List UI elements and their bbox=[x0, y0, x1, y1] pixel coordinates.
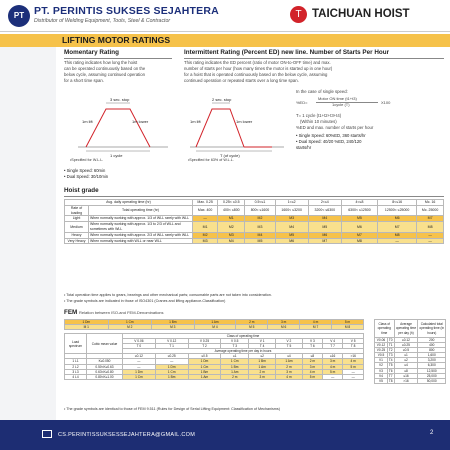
table-cell: ≤0.25 bbox=[394, 343, 418, 348]
speed-note-1: • Single Speed: 60min bbox=[64, 168, 106, 173]
table-cell: Very Heavy bbox=[65, 238, 89, 244]
table-cell: V 0.5 bbox=[221, 339, 249, 344]
table-cell: T 0 bbox=[123, 344, 156, 349]
table-cell: 3 m bbox=[323, 359, 343, 364]
table-cell: M6 bbox=[308, 232, 341, 238]
intermittent-divider bbox=[184, 58, 444, 59]
intermittent-fig-label-cycle: T (of cycle) bbox=[220, 153, 240, 158]
table-cell: V4 bbox=[375, 373, 388, 378]
table-cell: Light bbox=[65, 216, 89, 222]
table-cell: M7 bbox=[308, 238, 341, 244]
momentary-divider bbox=[64, 58, 172, 59]
table-cell: 6,300 bbox=[418, 363, 446, 368]
table-cell: T 8 bbox=[343, 344, 364, 349]
table-cell: 3 m bbox=[302, 364, 322, 369]
table-cell: 1 Cm bbox=[108, 320, 152, 325]
table-cell: V 1 bbox=[249, 339, 276, 344]
momentary-fig-label-stop: 3 sec. stop bbox=[110, 97, 130, 102]
table-cell: M5 bbox=[308, 222, 341, 233]
table-cell: V 2 bbox=[276, 339, 303, 344]
table-cell: 3 L3 bbox=[65, 369, 87, 374]
table-cell: M 8 bbox=[332, 325, 364, 330]
table-cell: V 4 bbox=[323, 339, 343, 344]
page-number: 2 bbox=[430, 430, 434, 436]
table-cell: V0.12 bbox=[375, 343, 388, 348]
t-line-2: (Within 10 minutes) bbox=[300, 119, 337, 124]
momentary-note: •Specified for W.L.L. bbox=[70, 158, 104, 162]
table-row bbox=[65, 222, 444, 233]
fem-footnote: • The grade symbols are identical to those of FEM 9.511 (Rules for Design of Serial Lifting Equipment: Classification of Mechanisms) bbox=[64, 407, 280, 411]
table-cell: 800< ≤1600 bbox=[245, 205, 275, 216]
table-cell: 1 Am bbox=[188, 374, 221, 379]
table-cell: 2 m bbox=[302, 359, 322, 364]
single-speed-heading: In the case of single speed: bbox=[296, 89, 348, 94]
email-icon bbox=[42, 430, 52, 438]
momentary-fig-label-lift: 1m lift bbox=[82, 119, 93, 124]
table-cell: When normally working with approx. 2/3 of WLL rarely with WLL bbox=[89, 232, 193, 238]
table-cell: T 7 bbox=[323, 344, 343, 349]
momentary-cycle-diagram bbox=[68, 87, 174, 159]
table-cell: V 3 bbox=[302, 339, 322, 344]
brand-name: TAICHUAN HOIST bbox=[312, 8, 410, 20]
table-cell: — bbox=[417, 238, 444, 244]
intermittent-fig-label-lift: 1m lift bbox=[190, 119, 201, 124]
table-cell: 1 Cm bbox=[155, 369, 188, 374]
intermittent-heading: Intermittent Rating (Percent ED) new line. Number of Starts Per Hour bbox=[184, 49, 390, 56]
table-cell: ≤0.25 bbox=[155, 354, 188, 359]
table-cell: ≤0.12 bbox=[394, 338, 418, 343]
table-cell: M5 bbox=[341, 216, 377, 222]
table-cell: ≤8 bbox=[302, 354, 322, 359]
table-cell: M 1 bbox=[65, 325, 109, 330]
table-cell: T8 bbox=[388, 378, 393, 383]
table-cell: 3,200 bbox=[418, 358, 446, 363]
table-cell: Mc. 25000 bbox=[417, 205, 444, 216]
table-cell: 0.50<K≤0.63 bbox=[87, 364, 123, 369]
table-cell: 1 Cm bbox=[221, 359, 249, 364]
table-cell: 1600< ≤3200 bbox=[275, 205, 308, 216]
table-cell: T 2 bbox=[188, 344, 221, 349]
table-cell: M8 bbox=[378, 232, 417, 238]
table-cell: M1 bbox=[193, 222, 218, 233]
intermittent-cycle-diagram bbox=[184, 87, 288, 159]
table-cell: Load spectrum bbox=[65, 334, 87, 354]
table-cell: M8 bbox=[341, 238, 377, 244]
table-cell: V3 bbox=[375, 368, 388, 373]
table-cell: ≤4 bbox=[276, 354, 303, 359]
table-cell: M4 bbox=[308, 216, 341, 222]
table-cell: 4 m bbox=[302, 369, 322, 374]
intermittent-note: •Specified for 63% of W.L.L. bbox=[188, 158, 234, 162]
table-cell: 1 Cm bbox=[188, 364, 221, 369]
table-cell: 0.25< ≤0.5 bbox=[218, 200, 245, 206]
table-cell: ≤1 bbox=[221, 354, 249, 359]
title-bar bbox=[0, 34, 450, 47]
table-cell: ≤16 bbox=[323, 354, 343, 359]
table-cell: 2 m bbox=[276, 364, 303, 369]
fem-operating-time-table bbox=[374, 319, 446, 384]
fem-heading-sub: Relation between ISO-and FEM-Denominations bbox=[79, 310, 164, 315]
table-cell: 1 L1 bbox=[65, 359, 87, 364]
table-cell: When normally working with approx. 1/3 to 2/3 of WLL and sometimes with WLL bbox=[89, 222, 193, 233]
table-cell: ≤0.5 bbox=[394, 348, 418, 353]
table-cell: V 5 bbox=[343, 339, 364, 344]
table-cell: M 5 bbox=[236, 325, 268, 330]
table-cell: M6 bbox=[275, 238, 308, 244]
t-line: T= 1 cycle (t1+t2+t3+t4) bbox=[296, 113, 342, 118]
table-cell: M2 bbox=[193, 232, 218, 238]
table-cell: — bbox=[417, 232, 444, 238]
table-cell: M7 bbox=[341, 232, 377, 238]
table-cell: ≤2 bbox=[394, 358, 418, 363]
table-row bbox=[65, 374, 364, 379]
intermittent-line-3: for a hoist that is operated continuously based on the below cycle, assuming bbox=[184, 72, 328, 77]
momentary-line-2: can be operated continuously based on the bbox=[64, 66, 146, 71]
intermittent-line-4: continued operation or repeated starts over a long time span. bbox=[184, 78, 299, 83]
table-cell: 50,000 bbox=[418, 378, 446, 383]
table-cell: V0.5 bbox=[375, 353, 388, 358]
table-cell: M 2 bbox=[108, 325, 152, 330]
table-cell: V 0.12 bbox=[155, 339, 188, 344]
table-cell: — bbox=[343, 374, 364, 379]
table-cell: Average operating time per day in hours bbox=[123, 349, 364, 354]
hoist-grade-note-1: • Total operation time applies to gears, bearings and other mechanical parts; consumable parts are not taken into consideration. bbox=[64, 293, 272, 297]
table-cell: 1 Bm bbox=[221, 364, 249, 369]
table-cell: Calculated total operating time (in hours) bbox=[418, 320, 446, 338]
table-cell: Total operating time (hr) bbox=[89, 205, 193, 216]
table-cell: T 1 bbox=[155, 344, 188, 349]
table-cell: ≤8 bbox=[394, 368, 418, 373]
formula-denominator: 1cycle (T) bbox=[332, 102, 350, 107]
table-cell: 2 m bbox=[236, 320, 268, 325]
table-cell: 800 bbox=[418, 348, 446, 353]
fem-iso-table bbox=[64, 319, 364, 330]
speed-note-2: • Dual Speed: 30/10min bbox=[64, 174, 109, 179]
table-cell: M 4 bbox=[194, 325, 236, 330]
table-cell: 1 Dm bbox=[188, 359, 221, 364]
table-cell: 1 Bm bbox=[249, 359, 276, 364]
intermittent-fig-label-stop: 2 sec. stop bbox=[212, 97, 232, 102]
table-cell: ≤16 bbox=[394, 373, 418, 378]
table-cell: M 7 bbox=[300, 325, 332, 330]
table-cell: 3 m bbox=[249, 374, 276, 379]
table-cell: M1 bbox=[218, 216, 245, 222]
table-cell: 2 m bbox=[249, 369, 276, 374]
table-cell: ≤0.5 bbox=[188, 354, 221, 359]
table-cell: — bbox=[343, 369, 364, 374]
company-subtitle: Distributor of Welding Equipment, Tools, Steel & Contractor bbox=[34, 18, 171, 24]
table-cell: 3 m bbox=[276, 369, 303, 374]
table-cell: M7 bbox=[378, 222, 417, 233]
table-row bbox=[65, 238, 444, 244]
company-logo: PT bbox=[8, 5, 30, 27]
table-cell: V 0.06 bbox=[123, 339, 156, 344]
table-cell: 25,000 bbox=[418, 373, 446, 378]
table-cell: Avg. daily operating time (hr) bbox=[65, 200, 193, 206]
table-cell: Average operating time per day (h) bbox=[394, 320, 418, 338]
table-cell: M8 bbox=[417, 222, 444, 233]
table-cell: M2 bbox=[218, 222, 245, 233]
table-cell: When normally working with WLL or near WLL bbox=[89, 238, 193, 244]
table-cell: ≤4 bbox=[394, 363, 418, 368]
intermittent-bullet-3: starts/hr bbox=[296, 145, 312, 150]
table-cell: 4 m bbox=[343, 359, 364, 364]
table-cell: K≤0.050 bbox=[87, 359, 123, 364]
formula-multiplier: X100 bbox=[381, 100, 391, 105]
table-cell: 12,500 bbox=[418, 368, 446, 373]
company-name: PT. PERINTIS SUKSES SEJAHTERA bbox=[34, 5, 219, 17]
table-cell: T 5 bbox=[276, 344, 303, 349]
table-cell: T0 bbox=[388, 338, 393, 342]
hoist-grade-table bbox=[64, 199, 444, 244]
table-cell: — bbox=[323, 374, 343, 379]
table-cell: — bbox=[123, 359, 156, 364]
table-cell: Cubic mean value bbox=[87, 334, 123, 354]
page-title: LIFTING MOTOR RATINGS bbox=[62, 35, 171, 45]
table-cell: 4 m bbox=[323, 364, 343, 369]
table-cell: M3 bbox=[275, 216, 308, 222]
table-cell: V 0.25 bbox=[188, 339, 221, 344]
table-cell: — bbox=[378, 238, 417, 244]
table-cell: 8<≤16 bbox=[378, 200, 417, 206]
fem-heading bbox=[64, 309, 164, 316]
table-cell: M5 bbox=[245, 238, 275, 244]
brand-icon: T bbox=[290, 6, 307, 23]
table-cell: T2 bbox=[388, 348, 393, 353]
fem-heading-main: FEM bbox=[64, 309, 78, 316]
table-cell: 0.63<K≤0.80 bbox=[87, 369, 123, 374]
table-cell: M7 bbox=[417, 216, 444, 222]
table-cell: 0.5<≤1 bbox=[245, 200, 275, 206]
table-cell: T3 bbox=[388, 353, 393, 358]
table-cell: T7 bbox=[388, 373, 393, 378]
table-cell: — bbox=[193, 216, 218, 222]
table-cell: M6 bbox=[341, 222, 377, 233]
table-cell: T 6 bbox=[302, 344, 322, 349]
intermittent-bullet-2: • Dual Speed: 40/20 %ED, 240/120 bbox=[296, 139, 362, 144]
table-cell: 400< ≤800 bbox=[218, 205, 245, 216]
table-cell: V0.06 bbox=[375, 338, 388, 343]
momentary-line-3: below cycle, assuming continued operation bbox=[64, 72, 146, 77]
table-cell: — bbox=[123, 364, 156, 369]
page-footer bbox=[0, 420, 450, 450]
table-cell: 4 L4 bbox=[65, 374, 87, 379]
page-header bbox=[0, 0, 450, 32]
table-cell: 1 Dm bbox=[155, 364, 188, 369]
table-row bbox=[65, 205, 444, 216]
table-cell: 5 m bbox=[302, 374, 322, 379]
table-cell: >16 bbox=[394, 378, 418, 383]
hoist-grade-note-2: • The grade symbols are indicated in those of ISO4301 (Cranes and lifting appliance-Classification) bbox=[64, 299, 226, 303]
table-cell: Rate of loading bbox=[65, 205, 89, 216]
table-cell: 1<≤2 bbox=[275, 200, 308, 206]
hoist-grade-divider bbox=[64, 196, 444, 197]
table-cell: M3 bbox=[245, 222, 275, 233]
table-cell: M4 bbox=[245, 232, 275, 238]
table-cell: ≤1 bbox=[394, 353, 418, 358]
momentary-line-4: for a short time span. bbox=[64, 78, 104, 83]
left-sidebar bbox=[0, 47, 56, 420]
intermittent-line-1: This rating indicates the ED percent (ratio of motor ON-to-OFF time) and max. bbox=[184, 60, 331, 65]
table-cell: T4 bbox=[388, 358, 393, 363]
table-cell: 1 Bm bbox=[155, 374, 188, 379]
table-cell: 1 Bm bbox=[188, 369, 221, 374]
table-cell: M3 bbox=[193, 238, 218, 244]
table-cell: Class of operating time bbox=[123, 334, 364, 339]
table-cell: V1 bbox=[375, 358, 388, 363]
table-cell: T 4 bbox=[249, 344, 276, 349]
intermittent-fig-label-lower: 1m lower bbox=[236, 119, 253, 124]
table-cell: T5 bbox=[388, 363, 393, 368]
table-cell: V5 bbox=[375, 378, 388, 383]
table-cell: 1 Dm bbox=[65, 320, 109, 325]
momentary-line-1: This rating indicates how long the hoist bbox=[64, 60, 138, 65]
table-cell: 1 Dm bbox=[123, 369, 156, 374]
table-row bbox=[65, 325, 364, 330]
table-cell: V0.25 bbox=[375, 348, 388, 353]
table-cell: 1 Cm bbox=[123, 374, 156, 379]
table-row bbox=[375, 378, 446, 383]
table-cell: 2<≤4 bbox=[308, 200, 341, 206]
footer-email: CS.PERINTISSUKSESSEJAHTERA@GMAIL.COM bbox=[58, 432, 196, 438]
table-cell: T1 bbox=[388, 343, 393, 348]
formula-lead: %ED= bbox=[296, 100, 308, 105]
table-cell: — bbox=[155, 359, 188, 364]
table-cell: 6300< ≤12500 bbox=[341, 205, 377, 216]
table-cell: 3 m bbox=[268, 320, 300, 325]
table-cell: T6 bbox=[388, 368, 393, 373]
table-cell: 1 Am bbox=[249, 364, 276, 369]
table-cell: M 6 bbox=[268, 325, 300, 330]
momentary-fig-label-cycle: 1 cycle bbox=[110, 153, 123, 158]
intermittent-line-2: number of starts per hour (how many times the motor is started up in one hour) bbox=[184, 66, 333, 71]
table-cell: 3200< ≤6300 bbox=[308, 205, 341, 216]
table-cell: 1 Am bbox=[194, 320, 236, 325]
brand-logo bbox=[290, 5, 444, 25]
table-cell: Mc. 16 bbox=[417, 200, 444, 206]
table-cell: >16 bbox=[343, 354, 364, 359]
table-cell: Max. 400 bbox=[193, 205, 218, 216]
main-content bbox=[56, 47, 450, 420]
table-cell: Max. 0.25 bbox=[193, 200, 218, 206]
table-cell: V2 bbox=[375, 363, 388, 368]
intermittent-bullet-1: • Single Speed: 60%ED, 360 starts/hr bbox=[296, 133, 366, 138]
momentary-fig-label-lower: 1m lower bbox=[132, 119, 149, 124]
table-cell: M 3 bbox=[152, 325, 195, 330]
table-cell: 5 m bbox=[323, 369, 343, 374]
table-cell: 200 bbox=[418, 338, 446, 343]
table-cell: 1 Am bbox=[276, 359, 303, 364]
table-cell: 4 m bbox=[300, 320, 332, 325]
table-cell: M5 bbox=[275, 232, 308, 238]
t-line-3: %ED and max. number of starts per hour bbox=[296, 125, 374, 130]
table-cell: 2 L2 bbox=[65, 364, 87, 369]
table-cell: 2 m bbox=[221, 374, 249, 379]
table-cell: 1 Bm bbox=[152, 320, 195, 325]
table-cell: M4 bbox=[218, 238, 245, 244]
table-cell: 1 Am bbox=[221, 369, 249, 374]
table-cell: 4 m bbox=[276, 374, 303, 379]
table-cell: 5 m bbox=[343, 364, 364, 369]
formula-numerator: Motor ON time (t1+t3) bbox=[318, 96, 357, 101]
fem-class-table bbox=[64, 333, 364, 380]
table-cell: 0.80<K≤1.00 bbox=[87, 374, 123, 379]
table-cell: M4 bbox=[275, 222, 308, 233]
table-cell: M2 bbox=[245, 216, 275, 222]
table-cell: 12500< ≤25000 bbox=[378, 205, 417, 216]
momentary-heading: Momentary Rating bbox=[64, 49, 119, 56]
table-cell: ≤2 bbox=[249, 354, 276, 359]
table-cell: Heavy bbox=[65, 232, 89, 238]
table-cell: T 3 bbox=[221, 344, 249, 349]
table-cell: 4<≤8 bbox=[341, 200, 377, 206]
table-cell: M3 bbox=[218, 232, 245, 238]
table-cell: Medium bbox=[65, 222, 89, 233]
table-row bbox=[375, 320, 446, 338]
table-cell: 400 bbox=[418, 343, 446, 348]
table-cell: M6 bbox=[378, 216, 417, 222]
table-cell: ≤0.12 bbox=[123, 354, 156, 359]
table-cell: When normally working with approx. 1/3 of WLL rarely with WLL bbox=[89, 216, 193, 222]
table-cell: Class of operating time bbox=[375, 320, 395, 338]
table-cell: 1,600 bbox=[418, 353, 446, 358]
hoist-grade-heading: Hoist grade bbox=[64, 187, 99, 194]
table-cell: 5 m bbox=[332, 320, 364, 325]
